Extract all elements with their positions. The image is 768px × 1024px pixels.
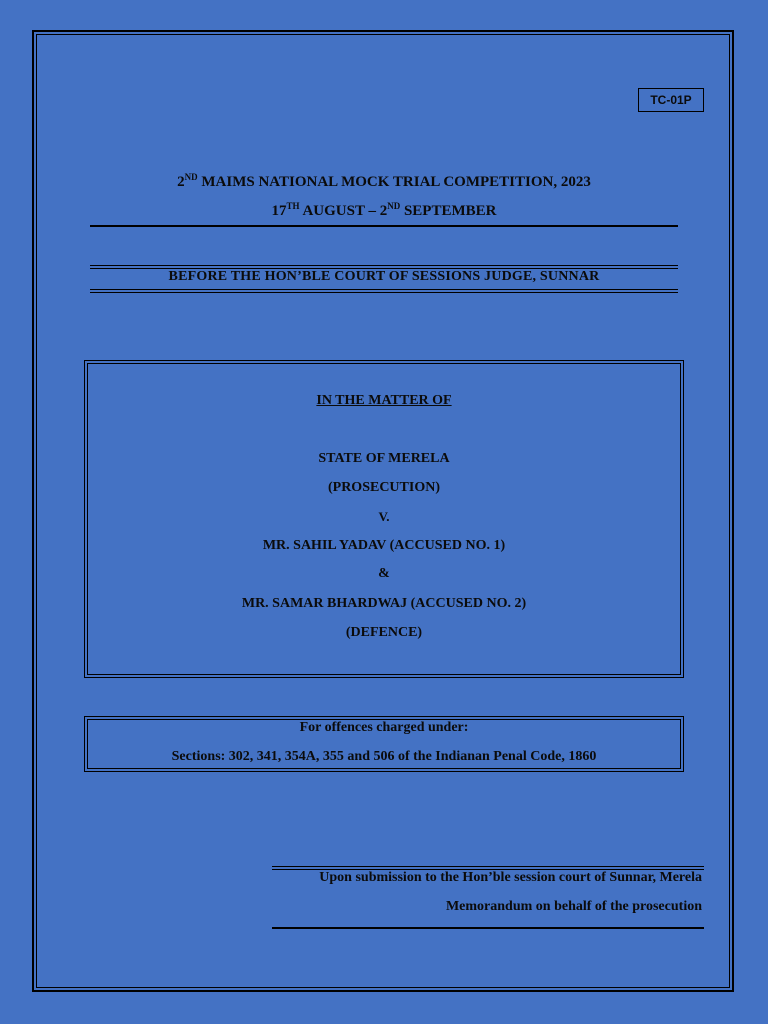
date-end-superscript: ND bbox=[387, 201, 401, 211]
court-rule-top-1 bbox=[90, 265, 678, 266]
date-end: SEPTEMBER bbox=[400, 203, 497, 219]
ampersand: & bbox=[378, 566, 390, 581]
edition-number: 2 bbox=[177, 174, 185, 190]
matter-heading: IN THE MATTER OF bbox=[316, 393, 452, 408]
submission-rule-bottom bbox=[272, 927, 704, 929]
submission-rule-top-1 bbox=[272, 866, 704, 867]
memorandum-line: Memorandum on behalf of the prosecution bbox=[445, 899, 702, 914]
versus: V. bbox=[378, 509, 390, 524]
team-code-box: TC-01P bbox=[638, 88, 704, 112]
date-start: 17 bbox=[271, 203, 287, 219]
party-state: STATE OF MERELA bbox=[318, 451, 450, 466]
defence-role: (DEFENCE) bbox=[345, 625, 423, 640]
competition-title bbox=[90, 174, 678, 191]
court-rule-bottom-1 bbox=[90, 289, 678, 290]
party-state-role: (PROSECUTION) bbox=[327, 480, 440, 495]
court-rule-bottom-2 bbox=[90, 292, 678, 293]
court-title: BEFORE THE HON’BLE COURT OF SESSIONS JUDGE, SUNNAR bbox=[168, 269, 600, 284]
offence-sections: Sections: 302, 341, 354A, 355 and 506 of the Indianan Penal Code, 1860 bbox=[171, 749, 597, 764]
competition-name: MAIMS NATIONAL MOCK TRIAL COMPETITION, 2023 bbox=[197, 174, 591, 190]
edition-superscript: ND bbox=[184, 172, 198, 182]
header-divider bbox=[90, 225, 678, 227]
date-start-superscript: TH bbox=[286, 201, 300, 211]
submission-line: Upon submission to the Hon’ble session court of Sunnar, Merela bbox=[319, 870, 702, 885]
accused-two: MR. SAMAR BHARDWAJ (ACCUSED NO. 2) bbox=[241, 596, 527, 611]
accused-one: MR. SAHIL YADAV (ACCUSED NO. 1) bbox=[262, 538, 506, 553]
offence-heading: For offences charged under: bbox=[299, 720, 469, 735]
date-middle: AUGUST – 2 bbox=[299, 203, 388, 219]
competition-dates bbox=[90, 203, 678, 220]
